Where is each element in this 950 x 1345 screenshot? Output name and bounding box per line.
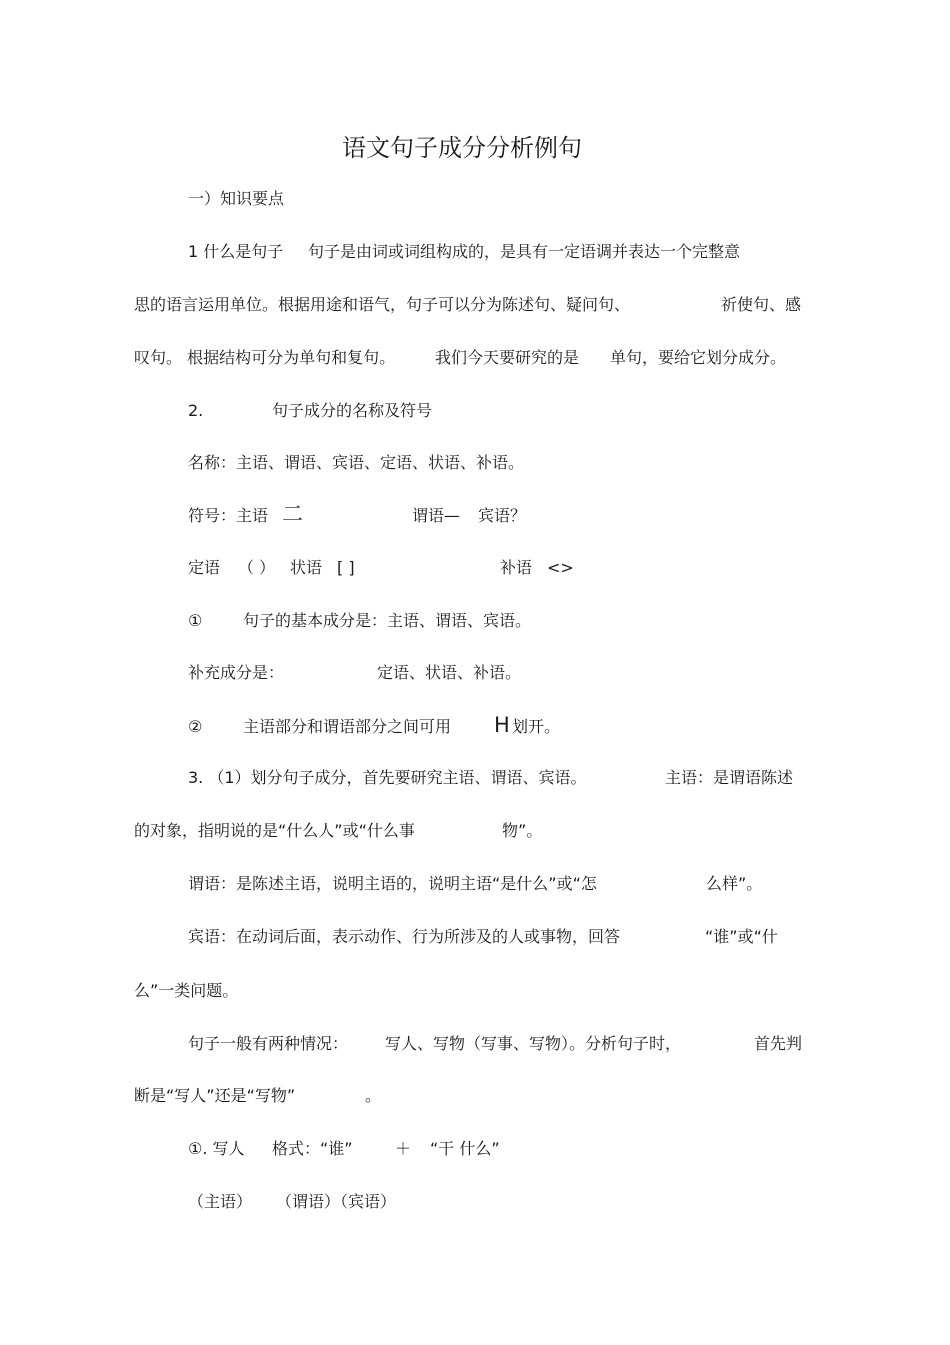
- predicate-def-tail: 么样”。: [706, 874, 763, 893]
- divide-tail: 划开。: [512, 717, 561, 736]
- symbol-predicate: 谓语—: [412, 506, 461, 525]
- p1-text-line1: 句子是由词或词组构成的，是具有一定语调并表达一个完整意: [308, 242, 741, 261]
- format-plus: ＋: [395, 1139, 412, 1158]
- p1-label: 1 什么是句子: [188, 242, 284, 261]
- p2-heading: 句子成分的名称及符号: [272, 401, 433, 420]
- basic-components: 句子的基本成分是：主语、谓语、宾语。: [243, 611, 532, 630]
- divide-symbol: H: [494, 713, 510, 737]
- symbol-attributive-mark: （ ）: [238, 558, 276, 577]
- symbol-object: 宾语？: [478, 506, 527, 525]
- supplement-label: 补充成分是：: [188, 663, 285, 682]
- cases-line2-end: 。: [365, 1086, 382, 1105]
- cases-line2: 断是“写人”还是“写物”: [134, 1086, 296, 1105]
- symbol-attributive-label: 定语: [188, 558, 221, 577]
- p1-text-line2: 思的语言运用单位。根据用途和语气，句子可以分为陈述句、疑问句、: [134, 295, 631, 314]
- object-def-line2: 么”一类问题。: [134, 981, 239, 1000]
- p1-text-line2-tail: 祈使句、感: [721, 295, 802, 314]
- cases-text: 写人、写物（写事、写物）。分析句子时，: [385, 1034, 682, 1053]
- basic-marker: ①: [188, 611, 203, 630]
- p3-line2: 的对象，指明说的是“什么人”或“什么事: [134, 821, 415, 840]
- supplement-components: 定语、状语、补语。: [377, 663, 522, 682]
- p1-text-line3c: 单句，要给它划分成分。: [610, 348, 787, 367]
- divide-marker: ②: [188, 717, 203, 736]
- symbol-subject-mark: 二: [282, 502, 303, 526]
- format-label: ①. 写人: [188, 1139, 245, 1158]
- p1-text-line3a: 叹句。 根据结构可分为单句和复句。: [134, 348, 396, 367]
- symbol-subject-label: 符号：主语: [188, 506, 269, 525]
- p3-subject-def: 主语：是谓语陈述: [665, 768, 794, 787]
- page-title: 语文句子成分分析例句: [342, 134, 582, 162]
- role-subject: （主语）: [188, 1192, 253, 1211]
- symbol-complement-label: 补语: [500, 558, 533, 577]
- object-def-tail: “谁”或“什: [705, 927, 778, 946]
- names-line: 名称：主语、谓语、宾语、定语、状语、补语。: [188, 453, 525, 472]
- p3-line1: 3. （1）划分句子成分，首先要研究主语、谓语、宾语。: [188, 768, 587, 787]
- section-heading: 一）知识要点: [188, 189, 285, 208]
- p1-text-line3b: 我们今天要研究的是: [435, 348, 580, 367]
- role-predicate-object: （谓语）（宾语）: [276, 1192, 397, 1211]
- symbol-adverbial-mark: [ ]: [337, 558, 355, 577]
- format-what: “干 什么”: [430, 1139, 500, 1158]
- p3-line2-tail: 物”。: [502, 821, 543, 840]
- cases-label: 句子一般有两种情况：: [188, 1034, 349, 1053]
- p2-number: 2.: [188, 401, 204, 420]
- divide-text: 主语部分和谓语部分之间可用: [243, 717, 452, 736]
- symbol-complement-mark: <>: [547, 558, 574, 577]
- cases-tail: 首先判: [754, 1034, 803, 1053]
- format-who: 格式：“谁”: [272, 1139, 353, 1158]
- object-def: 宾语：在动词后面，表示动作、行为所涉及的人或事物，回答: [188, 927, 621, 946]
- predicate-def: 谓语：是陈述主语，说明主语的，说明主语“是什么”或“怎: [188, 874, 597, 893]
- symbol-adverbial-label: 状语: [290, 558, 323, 577]
